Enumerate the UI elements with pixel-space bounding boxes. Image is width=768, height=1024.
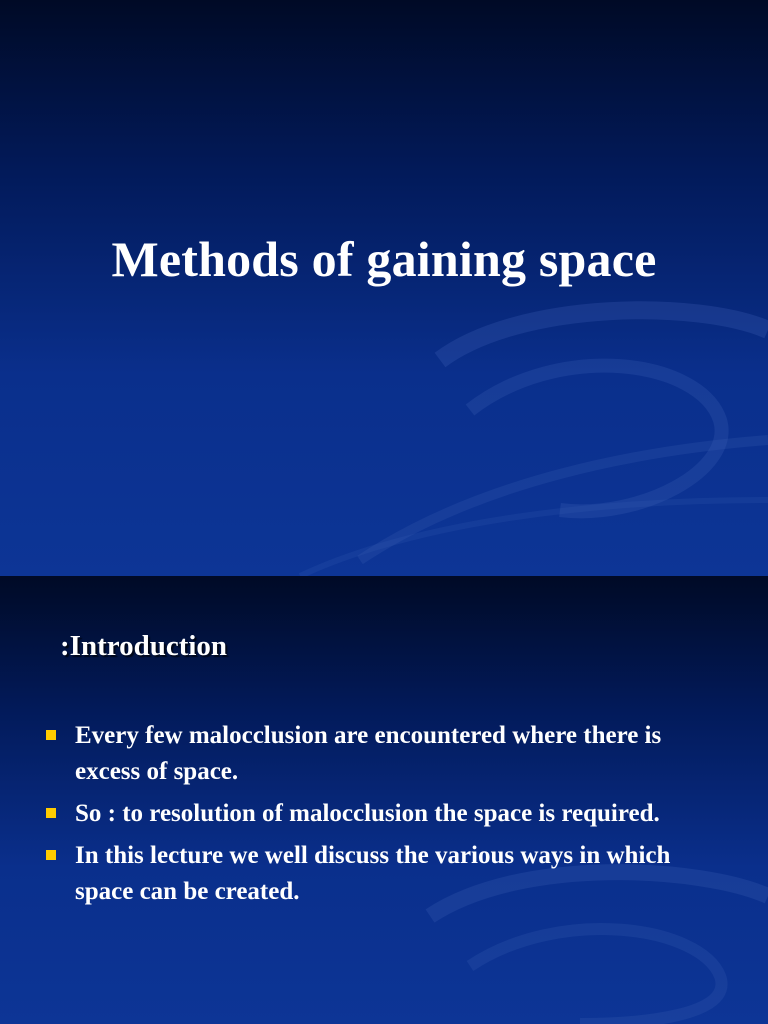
bullet-item <box>46 718 726 790</box>
bullet-item <box>46 796 726 832</box>
bullet-text: So : to resolution of malocclusion the space is required. <box>75 800 660 827</box>
bullet-item <box>46 838 726 910</box>
square-bullet-icon <box>46 808 56 818</box>
square-bullet-icon <box>46 850 56 860</box>
slide-introduction <box>0 576 768 1024</box>
square-bullet-icon <box>46 730 56 740</box>
bullet-list <box>46 718 726 916</box>
bullet-text: Every few malocclusion are encountered where there is excess of space. <box>75 722 662 785</box>
bullet-text: In this lecture we well discuss the various ways in which space can be created. <box>75 842 671 905</box>
slide-title-text: Methods of gaining space <box>111 231 657 287</box>
section-heading: :Introduction <box>60 630 228 662</box>
